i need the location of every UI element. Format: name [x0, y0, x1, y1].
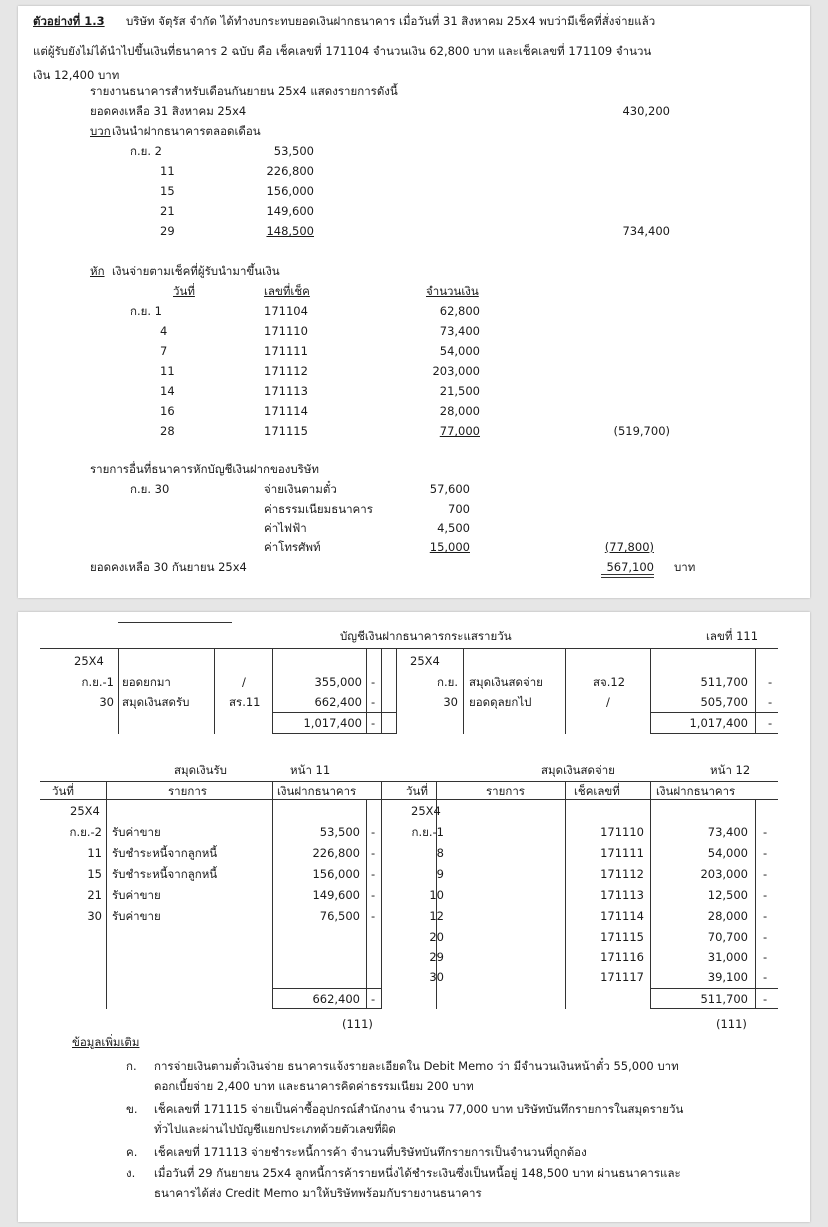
other-amount: 4,500: [437, 521, 470, 535]
payment-amount: 28,000: [707, 909, 748, 923]
receipt-amount: 76,500: [319, 909, 360, 923]
other-desc: ค่าไฟฟ้า: [264, 521, 307, 535]
check-amount: 28,000: [439, 404, 480, 418]
rule: [272, 733, 396, 734]
other-amount: 700: [448, 502, 470, 516]
payment-dash: -: [763, 846, 768, 860]
check-amount: 203,000: [432, 364, 480, 378]
check-date: 7: [160, 344, 168, 358]
deposit-amount: 148,500: [266, 224, 314, 238]
other-desc: จ่ายเงินตามตั๋ว: [264, 482, 337, 496]
payments-header-desc: รายการ: [486, 784, 525, 798]
deposit-amount: 226,800: [266, 164, 314, 178]
ledger-right-dash: -: [768, 675, 773, 689]
rule: [214, 648, 215, 734]
ledger-left-dash: -: [371, 675, 376, 689]
payment-check: 171117: [600, 970, 644, 984]
rule: [565, 781, 566, 1009]
receipt-desc: รับชำระหนี้จากลูกหนี้: [112, 867, 218, 881]
ledger-left-date: 30: [99, 695, 114, 709]
intro-line-3: เงิน 12,400 บาท: [33, 68, 120, 82]
rule: [272, 781, 273, 1009]
ledger-left-ref: /: [242, 675, 246, 689]
receipt-date: 11: [87, 846, 102, 860]
check-amount: 77,000: [439, 424, 480, 438]
ledger-total-dash: -: [371, 716, 376, 730]
ledger-left-amount: 355,000: [314, 675, 362, 689]
receipt-desc: รับค่าขาย: [112, 825, 161, 839]
add-label: เงินนำฝากธนาคารตลอดเดือน: [112, 124, 261, 138]
payments-header-amount: เงินฝากธนาคาร: [656, 784, 736, 798]
deposit-date: 29: [160, 224, 175, 238]
checks-header-amount: จำนวนเงิน: [426, 284, 479, 298]
intro-line-1: บริษัท จัตุรัส จำกัด ได้ทำงบกระทบยอดเงินฝากธนาคาร เมื่อวันที่ 31 สิงหาคม 25x4 พบว่ามีเช็คที่สั่งจ่ายแล้ว: [126, 14, 656, 28]
checks-header-number: เลขที่เช็ค: [264, 284, 310, 298]
payments-year: 25X4: [411, 804, 441, 818]
rule: [40, 648, 778, 649]
ledger-page: [18, 612, 810, 1222]
check-amount: 54,000: [439, 344, 480, 358]
other-amount: 15,000: [429, 540, 470, 554]
rule: [272, 1008, 381, 1009]
others-total: (77,800): [604, 540, 654, 554]
ledger-left-desc: สมุดเงินสดรับ: [122, 695, 190, 709]
rule: [463, 648, 464, 734]
add-word: บวก: [90, 124, 111, 138]
closing-balance-label: ยอดคงเหลือ 30 กันยายน 25x4: [90, 560, 247, 574]
check-date: 16: [160, 404, 175, 418]
receipts-journal-page: หน้า 11: [290, 763, 331, 777]
other-desc: ค่าธรรมเนียมธนาคาร: [264, 502, 373, 516]
checks-header-date: วันที่: [173, 284, 195, 298]
ledger-right-date: ก.ย.: [436, 675, 458, 689]
payment-check: 171110: [600, 825, 644, 839]
receipt-amount: 53,500: [319, 825, 360, 839]
payment-dash: -: [763, 909, 768, 923]
payment-dash: -: [763, 825, 768, 839]
receipts-journal-title: สมุดเงินรับ: [174, 763, 227, 777]
check-number: 171114: [264, 404, 308, 418]
payments-journal-title: สมุดเงินสดจ่าย: [541, 763, 615, 777]
receipts-posting-ref: (111): [342, 1017, 373, 1031]
payment-date: 30: [429, 970, 444, 984]
receipts-total: 662,400: [312, 992, 360, 1006]
payment-dash: -: [763, 888, 768, 902]
payment-amount: 73,400: [707, 825, 748, 839]
payment-check: 171112: [600, 867, 644, 881]
rule: [272, 712, 396, 713]
opening-balance-label: ยอดคงเหลือ 31 สิงหาคม 25x4: [90, 104, 247, 118]
receipt-desc: รับค่าขาย: [112, 888, 161, 902]
rule: [106, 781, 107, 1009]
payments-total-dash: -: [763, 992, 768, 1006]
rule: [650, 648, 651, 734]
receipt-date: 21: [87, 888, 102, 902]
note-mark: ง.: [126, 1166, 136, 1180]
receipt-date: ก.ย.-2: [69, 825, 102, 839]
receipts-header-amount: เงินฝากธนาคาร: [277, 784, 357, 798]
ledger-left-total: 1,017,400: [303, 716, 362, 730]
check-date: ก.ย. 1: [130, 304, 162, 318]
note-line: การจ่ายเงินตามตั๋วเงินจ่าย ธนาคารแจ้งรายละเอียดใน Debit Memo ว่า มีจำนวนเงินหน้าตั๋ว 55,000 บาท: [154, 1059, 679, 1073]
payment-check: 171113: [600, 888, 644, 902]
payment-check: 171116: [600, 950, 644, 964]
receipt-amount: 226,800: [312, 846, 360, 860]
check-date: 11: [160, 364, 175, 378]
example-title: ตัวอย่างที่ 1.3: [33, 14, 105, 28]
payments-posting-ref: (111): [716, 1017, 747, 1031]
payment-date: 20: [429, 930, 444, 944]
ledger-right-date: 30: [443, 695, 458, 709]
payment-dash: -: [763, 930, 768, 944]
ledger-right-ref: /: [606, 695, 610, 709]
payment-amount: 12,500: [707, 888, 748, 902]
receipt-dash: -: [371, 825, 376, 839]
ledger-right-desc: สมุดเงินสดจ่าย: [469, 675, 543, 689]
closing-balance-amount: 567,100: [606, 560, 654, 574]
payments-journal-page: หน้า 12: [710, 763, 751, 777]
rule: [381, 648, 382, 734]
ledger-year-left: 25X4: [74, 654, 104, 668]
payment-amount: 203,000: [700, 867, 748, 881]
payment-amount: 54,000: [707, 846, 748, 860]
deposit-amount: 53,500: [273, 144, 314, 158]
receipt-dash: -: [371, 846, 376, 860]
rule: [272, 648, 273, 734]
closing-balance-unit: บาท: [674, 560, 696, 574]
check-amount: 21,500: [439, 384, 480, 398]
payment-date: ก.ย.-1: [411, 825, 444, 839]
payment-date: 10: [429, 888, 444, 902]
note-mark: ข.: [126, 1102, 138, 1116]
intro-line-2: แต่ผู้รับยังไม่ได้นำไปขึ้นเงินที่ธนาคาร 2 ฉบับ คือ เช็คเลขที่ 171104 จำนวนเงิน 62,800 บาท และเช็คเลขที่ 171109 จำนวน: [33, 44, 652, 58]
rule: [755, 799, 756, 1009]
receipts-header-desc: รายการ: [168, 784, 207, 798]
additional-info-title: ข้อมูลเพิ่มเติม: [72, 1035, 140, 1049]
deposits-total: 734,400: [622, 224, 670, 238]
receipt-dash: -: [371, 867, 376, 881]
receipts-year: 25X4: [70, 804, 100, 818]
note-line: เช็คเลขที่ 171113 จ่ายชำระหนี้การค้า จำนวนที่บริษัทบันทึกรายการเป็นจำนวนที่ถูกต้อง: [154, 1145, 587, 1159]
payments-header-check: เช็คเลขที่: [574, 784, 620, 798]
payment-date: 29: [429, 950, 444, 964]
payment-check: 171111: [600, 846, 644, 860]
ledger-year-right: 25X4: [410, 654, 440, 668]
ledger-left-amount: 662,400: [314, 695, 362, 709]
receipts-header-date: วันที่: [52, 784, 74, 798]
other-amount: 57,600: [429, 482, 470, 496]
rule: [650, 712, 778, 713]
deposit-date: 21: [160, 204, 175, 218]
deposit-date: 15: [160, 184, 175, 198]
ledger-right-amount: 505,700: [700, 695, 748, 709]
deposit-amount: 149,600: [266, 204, 314, 218]
receipt-amount: 149,600: [312, 888, 360, 902]
checks-total: (519,700): [613, 424, 670, 438]
note-line: ทั่วไปและผ่านไปบัญชีแยกประเภทด้วยตัวเลขที่ผิด: [154, 1122, 396, 1136]
rule: [272, 988, 381, 989]
payment-amount: 39,100: [707, 970, 748, 984]
receipt-dash: -: [371, 888, 376, 902]
ledger-title: บัญชีเงินฝากธนาคารกระแสรายวัน: [340, 629, 512, 643]
ledger-right-dash: -: [768, 695, 773, 709]
payment-date: 9: [436, 867, 444, 881]
note-line: ดอกเบี้ยจ่าย 2,400 บาท และธนาคารคิดค่าธรรมเนียม 200 บาท: [154, 1079, 474, 1093]
rule: [755, 648, 756, 734]
deposit-date: ก.ย. 2: [130, 144, 162, 158]
check-number: 171104: [264, 304, 308, 318]
rule: [366, 799, 367, 1009]
ledger-right-ref: สจ.12: [593, 675, 626, 689]
check-amount: 62,800: [439, 304, 480, 318]
payments-header-date: วันที่: [406, 784, 428, 798]
receipt-dash: -: [371, 909, 376, 923]
note-line: ธนาคารได้ส่ง Credit Memo มาให้บริษัทพร้อมกับรายงานธนาคาร: [154, 1186, 482, 1200]
other-deductions-label: รายการอื่นที่ธนาคารหักบัญชีเงินฝากของบริษัท: [90, 462, 320, 476]
bank-statement-page: [18, 6, 810, 598]
note-mark: ก.: [126, 1059, 137, 1073]
rule: [396, 648, 397, 734]
rule: [40, 781, 778, 782]
less-word: หัก: [90, 264, 105, 278]
check-date: 28: [160, 424, 175, 438]
deposit-date: 11: [160, 164, 175, 178]
rule: [381, 781, 382, 1009]
note-line: เช็คเลขที่ 171115 จ่ายเป็นค่าซื้ออุปกรณ์สำนักงาน จำนวน 77,000 บาท บริษัทบันทึกรายการในสมุดรายวัน: [154, 1102, 684, 1116]
check-number: 171112: [264, 364, 308, 378]
other-desc: ค่าโทรศัพท์: [264, 540, 321, 554]
payment-date: 8: [436, 846, 444, 860]
rule: [650, 1008, 778, 1009]
payment-check: 171114: [600, 909, 644, 923]
rule: [118, 622, 232, 623]
payment-amount: 31,000: [707, 950, 748, 964]
note-mark: ค.: [126, 1145, 138, 1159]
payment-date: 12: [429, 909, 444, 923]
payment-amount: 70,700: [707, 930, 748, 944]
ledger-right-desc: ยอดดุลยกไป: [469, 695, 532, 709]
check-number: 171110: [264, 324, 308, 338]
rule: [650, 781, 651, 1009]
report-intro: รายงานธนาคารสำหรับเดือนกันยายน 25x4 แสดงรายการดังนี้: [90, 84, 398, 98]
double-underline: [601, 577, 654, 578]
check-amount: 73,400: [439, 324, 480, 338]
ledger-right-total: 1,017,400: [689, 716, 748, 730]
payment-dash: -: [763, 950, 768, 964]
check-number: 171115: [264, 424, 308, 438]
ledger-account-number: เลขที่ 111: [706, 629, 759, 643]
rule: [118, 648, 119, 734]
ledger-left-ref: สร.11: [229, 695, 261, 709]
check-date: 4: [160, 324, 168, 338]
ledger-left-dash: -: [371, 695, 376, 709]
ledger-left-desc: ยอดยกมา: [122, 675, 171, 689]
rule: [40, 799, 778, 800]
receipts-total-dash: -: [371, 992, 376, 1006]
payment-check: 171115: [600, 930, 644, 944]
deposit-amount: 156,000: [266, 184, 314, 198]
payment-dash: -: [763, 970, 768, 984]
less-label: เงินจ่ายตามเช็คที่ผู้รับนำมาขึ้นเงิน: [112, 264, 280, 278]
payments-total: 511,700: [700, 992, 748, 1006]
rule: [565, 648, 566, 734]
check-date: 14: [160, 384, 175, 398]
receipt-desc: รับชำระหนี้จากลูกหนี้: [112, 846, 218, 860]
ledger-left-date: ก.ย.-1: [81, 675, 114, 689]
opening-balance-amount: 430,200: [622, 104, 670, 118]
rule: [650, 733, 778, 734]
ledger-total-dash: -: [768, 716, 773, 730]
receipt-desc: รับค่าขาย: [112, 909, 161, 923]
receipt-amount: 156,000: [312, 867, 360, 881]
rule: [650, 988, 778, 989]
rule: [366, 648, 367, 734]
note-line: เมื่อวันที่ 29 กันยายน 25x4 ลูกหนี้การค้ารายหนึ่งได้ชำระเงินซึ่งเป็นหนี้อยู่ 148,500 บาท ผ่านธนาคารและ: [154, 1166, 681, 1180]
check-number: 171111: [264, 344, 308, 358]
payment-dash: -: [763, 867, 768, 881]
other-deductions-date: ก.ย. 30: [130, 482, 170, 496]
receipt-date: 15: [87, 867, 102, 881]
check-number: 171113: [264, 384, 308, 398]
receipt-date: 30: [87, 909, 102, 923]
double-underline: [601, 574, 654, 575]
ledger-right-amount: 511,700: [700, 675, 748, 689]
